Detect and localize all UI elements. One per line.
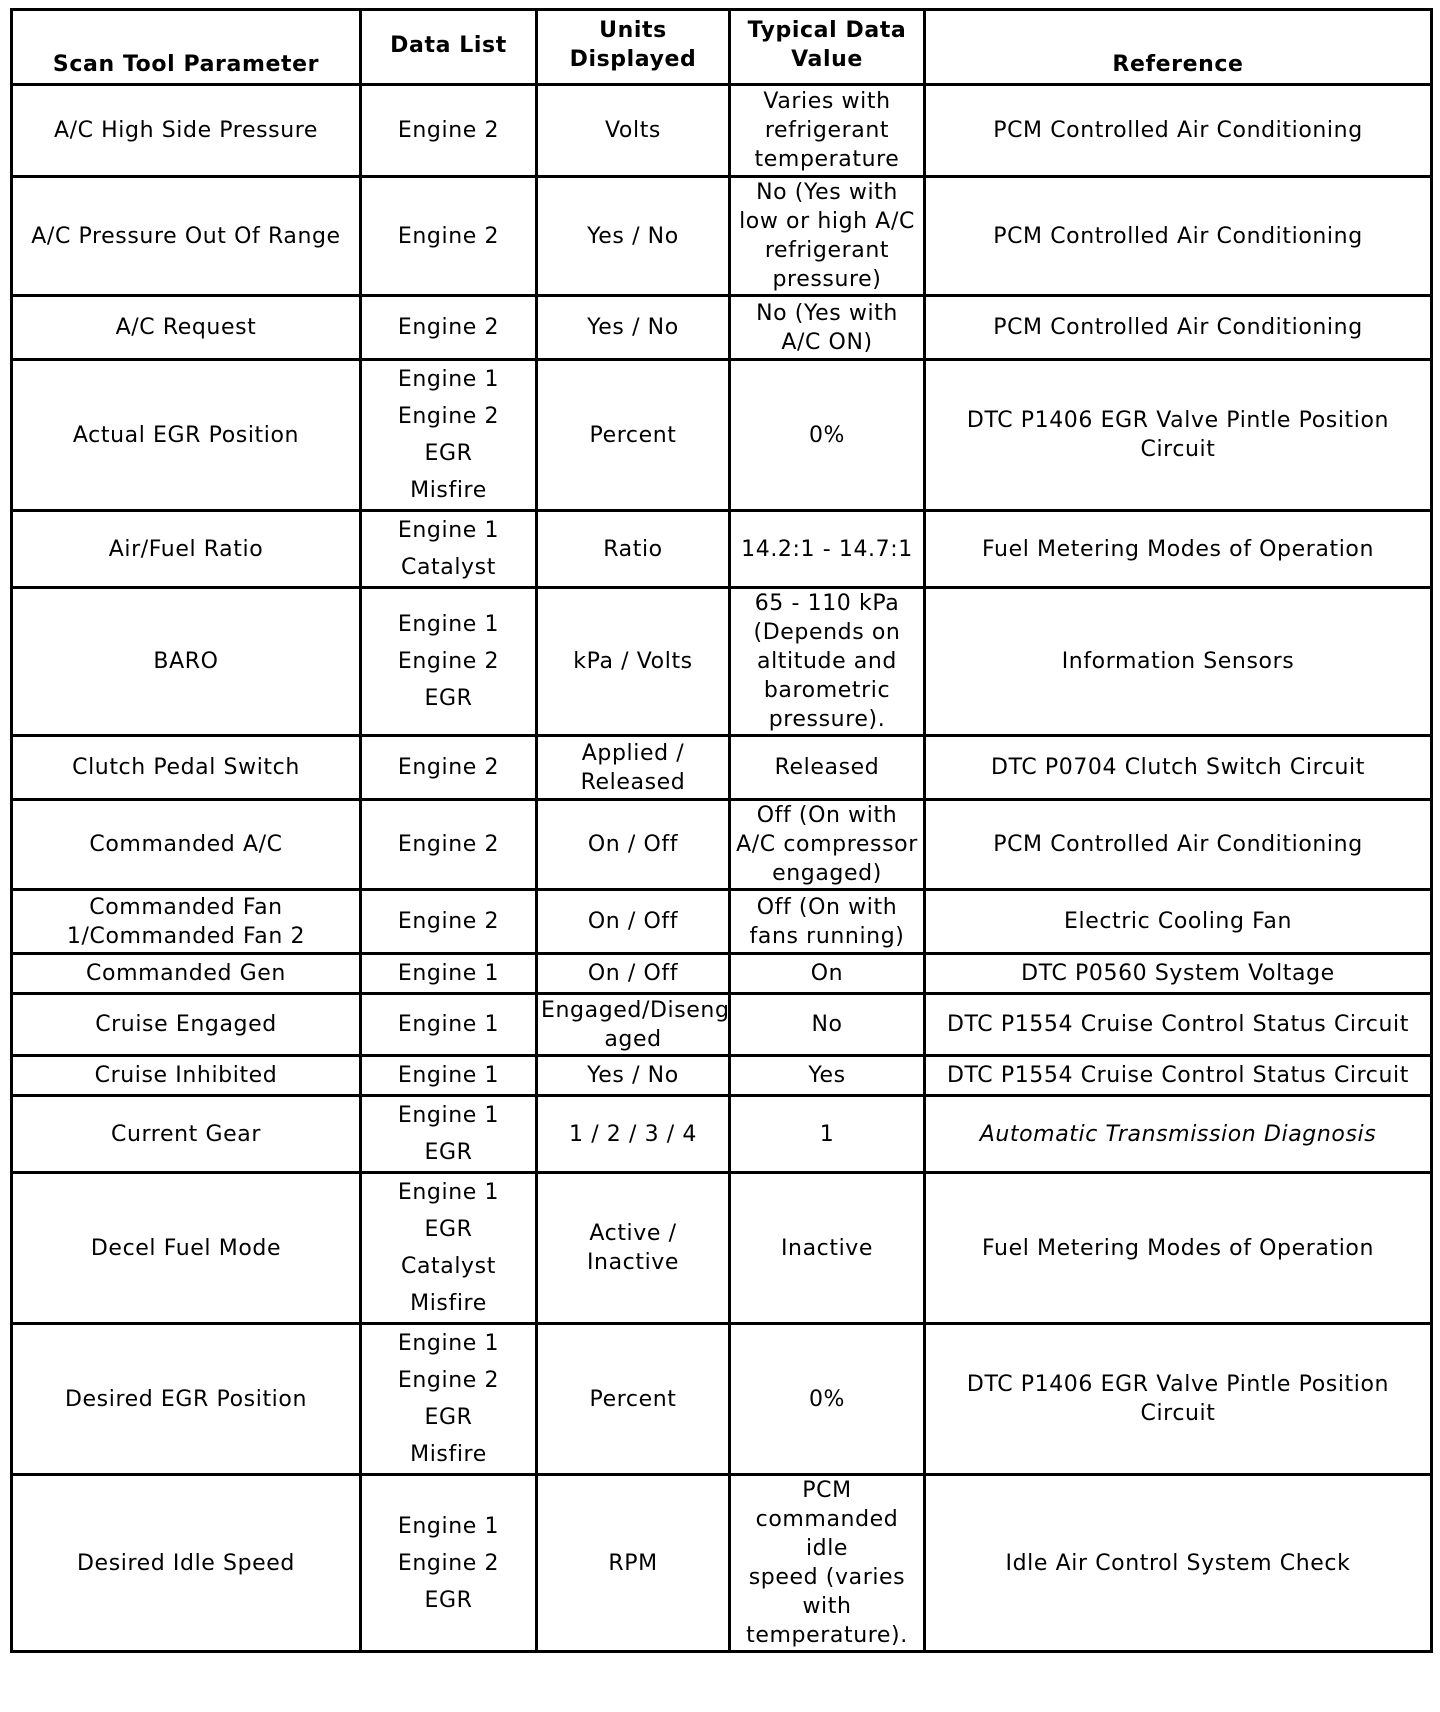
data-list-cell-line: Engine 1 xyxy=(397,1103,500,1128)
reference-cell-line: DTC P0704 Clutch Switch Circuit xyxy=(991,755,1365,780)
units-cell-line: Released xyxy=(580,769,686,795)
units-cell-line: Active / Inactive xyxy=(586,1221,680,1275)
reference-cell-line: Automatic Transmission Diagnosis xyxy=(979,1121,1377,1147)
typical-value-cell-line: pressure). xyxy=(768,707,886,732)
data-list-cell xyxy=(361,1475,537,1652)
data-list-cell xyxy=(361,1056,537,1096)
parameter-cell-line: Clutch Pedal Switch xyxy=(72,755,300,780)
units-cell-line: aged xyxy=(604,1026,662,1052)
table-header-row xyxy=(12,10,1432,85)
typical-value-cell xyxy=(730,177,925,296)
data-list-cell-line: Engine 1 xyxy=(397,1513,500,1539)
table-row xyxy=(12,890,1432,954)
data-list-cell-line: Engine 1 xyxy=(397,612,500,637)
typical-value-cell-line: refrigerant xyxy=(764,238,890,263)
typical-value-cell xyxy=(730,296,925,360)
typical-value-cell-line: Off (On with xyxy=(756,894,898,920)
reference-cell xyxy=(925,360,1432,511)
reference-cell xyxy=(925,296,1432,360)
parameter-cell-line: Current Gear xyxy=(111,1121,261,1147)
units-cell-line: Percent xyxy=(589,422,677,448)
typical-value-cell-line: altitude and xyxy=(757,649,897,674)
data-list-cell-line: EGR xyxy=(424,1140,473,1165)
units-cell-line: Yes / No xyxy=(587,223,679,249)
data-list-cell-line: Engine 2 xyxy=(397,118,500,143)
typical-value-cell xyxy=(730,736,925,800)
typical-value-cell xyxy=(730,85,925,177)
reference-cell-line: DTC P0560 System Voltage xyxy=(1021,961,1335,986)
typical-value-cell-line: PCM xyxy=(802,1478,852,1503)
units-cell-line: On / Off xyxy=(587,961,679,986)
data-list-cell xyxy=(361,296,537,360)
reference-cell-line: DTC P1554 Cruise Control Status Circuit xyxy=(947,1063,1409,1088)
typical-value-cell xyxy=(730,360,925,511)
units-cell-line: On / Off xyxy=(587,909,679,934)
data-list-cell-line: Engine 2 xyxy=(397,909,500,934)
typical-value-cell-line: 0% xyxy=(808,1386,846,1412)
table-row xyxy=(12,800,1432,890)
reference-cell-line: Fuel Metering Modes of Operation xyxy=(981,1235,1375,1261)
reference-cell-line: Circuit xyxy=(1140,1401,1216,1426)
typical-value-cell-line: No xyxy=(811,1012,843,1037)
typical-value-cell xyxy=(730,1096,925,1173)
parameter-cell xyxy=(12,511,361,588)
table-row xyxy=(12,736,1432,800)
typical-value-cell-line: speed (varies xyxy=(748,1565,906,1590)
units-cell xyxy=(537,1096,730,1173)
typical-value-cell-line: fans running) xyxy=(749,923,905,949)
data-list-cell xyxy=(361,360,537,511)
data-list-cell xyxy=(361,588,537,736)
units-cell-line: Yes / No xyxy=(587,1063,679,1088)
typical-value-cell xyxy=(730,511,925,588)
reference-cell xyxy=(925,1056,1432,1096)
parameter-cell xyxy=(12,954,361,994)
data-list-cell xyxy=(361,511,537,588)
typical-value-cell-line: 1 xyxy=(819,1121,835,1147)
parameter-cell-line: Decel Fuel Mode xyxy=(90,1235,282,1261)
reference-cell xyxy=(925,511,1432,588)
data-list-cell-line: Engine 2 xyxy=(397,649,500,674)
units-cell-line: Ratio xyxy=(603,536,663,562)
parameter-cell xyxy=(12,177,361,296)
data-list-cell-line: EGR xyxy=(424,1587,473,1613)
typical-value-cell-line: A/C compressor xyxy=(736,832,918,857)
data-list-cell-line: Engine 2 xyxy=(397,832,500,857)
parameter-cell-line: Desired Idle Speed xyxy=(77,1550,295,1576)
typical-value-cell xyxy=(730,1475,925,1652)
data-list-cell xyxy=(361,85,537,177)
scan-tool-parameter-table xyxy=(10,8,1433,1653)
parameter-cell xyxy=(12,360,361,511)
parameter-cell-line: Actual EGR Position xyxy=(72,422,300,448)
units-cell-line: kPa / Volts xyxy=(573,649,693,674)
units-cell xyxy=(537,954,730,994)
parameter-cell-line: A/C High Side Pressure xyxy=(53,118,319,143)
parameter-cell-line: Cruise Engaged xyxy=(95,1012,277,1037)
table-row xyxy=(12,1173,1432,1324)
parameter-cell-line: Cruise Inhibited xyxy=(94,1063,278,1088)
table-row xyxy=(12,1096,1432,1173)
reference-cell-line: DTC P1406 EGR Valve Pintle Position xyxy=(966,408,1390,433)
data-list-cell-line: Engine 1 xyxy=(397,1012,500,1037)
table-row xyxy=(12,1475,1432,1652)
parameter-cell xyxy=(12,1324,361,1475)
data-list-cell xyxy=(361,1324,537,1475)
units-cell xyxy=(537,1324,730,1475)
data-list-cell-line: Catalyst xyxy=(401,1254,496,1279)
parameter-cell xyxy=(12,1096,361,1173)
typical-value-cell-line: commanded idle xyxy=(755,1507,899,1561)
reference-cell xyxy=(925,890,1432,954)
typical-value-cell xyxy=(730,890,925,954)
parameter-cell xyxy=(12,1056,361,1096)
typical-value-cell xyxy=(730,588,925,736)
units-cell xyxy=(537,800,730,890)
reference-cell-line: DTC P1406 EGR Valve Pintle Position xyxy=(966,1372,1390,1397)
reference-cell-line: PCM Controlled Air Conditioning xyxy=(993,118,1363,143)
data-list-cell-line: Engine 1 xyxy=(397,961,500,986)
parameter-cell xyxy=(12,1475,361,1652)
units-cell-line: Applied / xyxy=(581,740,685,766)
data-list-cell xyxy=(361,800,537,890)
data-list-cell-line: Misfire xyxy=(410,478,487,503)
data-list-cell-line: Engine 2 xyxy=(397,223,500,249)
table-row xyxy=(12,511,1432,588)
units-cell xyxy=(537,1056,730,1096)
typical-value-cell-line: 65 - 110 kPa xyxy=(754,591,900,616)
table-row xyxy=(12,1324,1432,1475)
data-list-cell-line: Misfire xyxy=(410,1442,487,1467)
typical-value-cell xyxy=(730,954,925,994)
typical-value-cell-line: 0% xyxy=(808,422,846,448)
typical-value-cell-line: Yes xyxy=(808,1063,846,1088)
units-cell xyxy=(537,890,730,954)
reference-cell xyxy=(925,1096,1432,1173)
reference-cell-line: PCM Controlled Air Conditioning xyxy=(993,832,1363,857)
parameter-cell xyxy=(12,994,361,1056)
data-list-cell-line: Engine 1 xyxy=(397,367,500,392)
table-body xyxy=(12,85,1432,1652)
data-list-cell xyxy=(361,736,537,800)
data-list-cell-line: EGR xyxy=(424,686,473,711)
data-list-cell-line: EGR xyxy=(424,1217,473,1242)
typical-value-cell-line: No (Yes with xyxy=(756,180,898,205)
typical-value-cell-line: refrigerant xyxy=(764,118,890,143)
data-list-cell-line: Engine 1 xyxy=(397,1180,500,1205)
data-list-cell-line: Catalyst xyxy=(401,555,496,580)
reference-cell xyxy=(925,1324,1432,1475)
typical-value-cell-line: engaged) xyxy=(772,861,882,886)
units-cell xyxy=(537,736,730,800)
reference-cell xyxy=(925,994,1432,1056)
reference-cell-line: Fuel Metering Modes of Operation xyxy=(981,536,1375,562)
typical-value-cell-line: with xyxy=(802,1594,852,1619)
typical-value-cell-line: pressure) xyxy=(772,267,882,292)
table-row xyxy=(12,85,1432,177)
units-cell xyxy=(537,177,730,296)
reference-cell-line: Electric Cooling Fan xyxy=(1064,909,1292,934)
parameter-cell-line: Air/Fuel Ratio xyxy=(108,536,264,562)
data-list-cell-line: Engine 2 xyxy=(397,755,500,780)
data-list-cell-line: EGR xyxy=(424,1405,473,1430)
units-cell xyxy=(537,511,730,588)
typical-value-cell-line: Varies with xyxy=(763,89,891,114)
units-cell-line: Volts xyxy=(604,118,661,143)
typical-value-cell-line: On xyxy=(810,961,844,986)
typical-value-cell xyxy=(730,800,925,890)
data-list-cell xyxy=(361,890,537,954)
parameter-cell xyxy=(12,736,361,800)
units-cell-line: Yes / No xyxy=(587,315,679,340)
data-list-cell-line: EGR xyxy=(424,441,473,466)
units-cell xyxy=(537,85,730,177)
reference-cell xyxy=(925,588,1432,736)
typical-value-cell-line: No (Yes with xyxy=(756,300,898,326)
parameter-cell-line: BARO xyxy=(153,649,219,674)
data-list-cell-line: Engine 1 xyxy=(397,518,500,543)
units-cell xyxy=(537,1173,730,1324)
parameter-cell-line: Commanded A/C xyxy=(89,832,283,857)
header-typical-line-2: Value xyxy=(791,47,863,72)
parameter-cell-line: Desired EGR Position xyxy=(65,1386,307,1412)
parameter-cell-line: 1/Commanded Fan 2 xyxy=(66,923,306,949)
units-cell xyxy=(537,296,730,360)
data-list-cell-line: Misfire xyxy=(410,1291,487,1316)
units-cell-line: 1 / 2 / 3 / 4 xyxy=(569,1121,697,1147)
data-list-cell xyxy=(361,1173,537,1324)
header-typical-line-1: Typical Data xyxy=(747,18,907,43)
typical-value-cell-line: low or high A/C xyxy=(739,209,915,234)
typical-value-cell-line: Released xyxy=(774,755,880,780)
data-list-cell-line: Engine 2 xyxy=(397,1368,500,1393)
units-cell-line: Percent xyxy=(589,1386,677,1412)
parameter-cell-line: Commanded Fan xyxy=(89,894,283,920)
reference-cell xyxy=(925,177,1432,296)
header-units-line-1: Units xyxy=(599,18,667,43)
typical-value-cell xyxy=(730,1324,925,1475)
units-cell xyxy=(537,994,730,1056)
header-scan-tool-parameter: Scan Tool Parameter xyxy=(12,10,361,85)
typical-value-cell-line: (Depends on xyxy=(753,620,901,645)
reference-cell xyxy=(925,800,1432,890)
parameter-cell xyxy=(12,588,361,736)
typical-value-cell-line: 14.2:1 - 14.7:1 xyxy=(741,536,913,562)
typical-value-cell-line: Off (On with xyxy=(756,803,898,828)
reference-cell xyxy=(925,85,1432,177)
parameter-cell xyxy=(12,85,361,177)
parameter-cell-line: A/C Request xyxy=(115,315,257,340)
typical-value-cell xyxy=(730,1056,925,1096)
document-page xyxy=(10,8,1430,1653)
reference-cell-line: PCM Controlled Air Conditioning xyxy=(993,315,1363,340)
typical-value-cell-line: A/C ON) xyxy=(781,329,873,355)
units-cell-line: Engaged/Diseng xyxy=(541,997,730,1023)
table-row xyxy=(12,177,1432,296)
data-list-cell xyxy=(361,1096,537,1173)
units-cell xyxy=(537,360,730,511)
reference-cell xyxy=(925,954,1432,994)
data-list-cell-line: Engine 1 xyxy=(397,1331,500,1356)
parameter-cell xyxy=(12,1173,361,1324)
data-list-cell-line: Engine 2 xyxy=(397,404,500,429)
typical-value-cell xyxy=(730,994,925,1056)
typical-value-cell-line: temperature xyxy=(754,147,900,172)
typical-value-cell xyxy=(730,1173,925,1324)
reference-cell-line: Circuit xyxy=(1140,437,1216,462)
reference-cell xyxy=(925,736,1432,800)
table-row xyxy=(12,588,1432,736)
parameter-cell xyxy=(12,296,361,360)
header-reference: Reference xyxy=(925,10,1432,85)
header-units-line-2: Displayed xyxy=(569,47,697,72)
table-row xyxy=(12,954,1432,994)
parameter-cell-line: A/C Pressure Out Of Range xyxy=(31,223,341,249)
header-data-list: Data List xyxy=(361,10,537,85)
data-list-cell xyxy=(361,954,537,994)
typical-value-cell-line: temperature). xyxy=(746,1623,908,1648)
reference-cell xyxy=(925,1173,1432,1324)
data-list-cell xyxy=(361,177,537,296)
reference-cell-line: Information Sensors xyxy=(1061,649,1295,674)
typical-value-cell-line: barometric xyxy=(763,678,891,703)
table-row xyxy=(12,1056,1432,1096)
parameter-cell xyxy=(12,890,361,954)
data-list-cell-line: Engine 2 xyxy=(397,1550,500,1576)
units-cell xyxy=(537,588,730,736)
units-cell-line: RPM xyxy=(608,1550,658,1576)
data-list-cell-line: Engine 1 xyxy=(397,1063,500,1088)
data-list-cell xyxy=(361,994,537,1056)
reference-cell-line: DTC P1554 Cruise Control Status Circuit xyxy=(947,1012,1409,1037)
reference-cell xyxy=(925,1475,1432,1652)
table-row xyxy=(12,994,1432,1056)
header-typical-data-value xyxy=(730,10,925,85)
parameter-cell-line: Commanded Gen xyxy=(86,961,286,986)
reference-cell-line: Idle Air Control System Check xyxy=(1005,1550,1351,1576)
table-row xyxy=(12,296,1432,360)
header-units-displayed xyxy=(537,10,730,85)
units-cell xyxy=(537,1475,730,1652)
table-row xyxy=(12,360,1432,511)
data-list-cell-line: Engine 2 xyxy=(397,315,500,340)
reference-cell-line: PCM Controlled Air Conditioning xyxy=(993,223,1363,249)
units-cell-line: On / Off xyxy=(587,832,679,857)
parameter-cell xyxy=(12,800,361,890)
typical-value-cell-line: Inactive xyxy=(780,1235,874,1261)
